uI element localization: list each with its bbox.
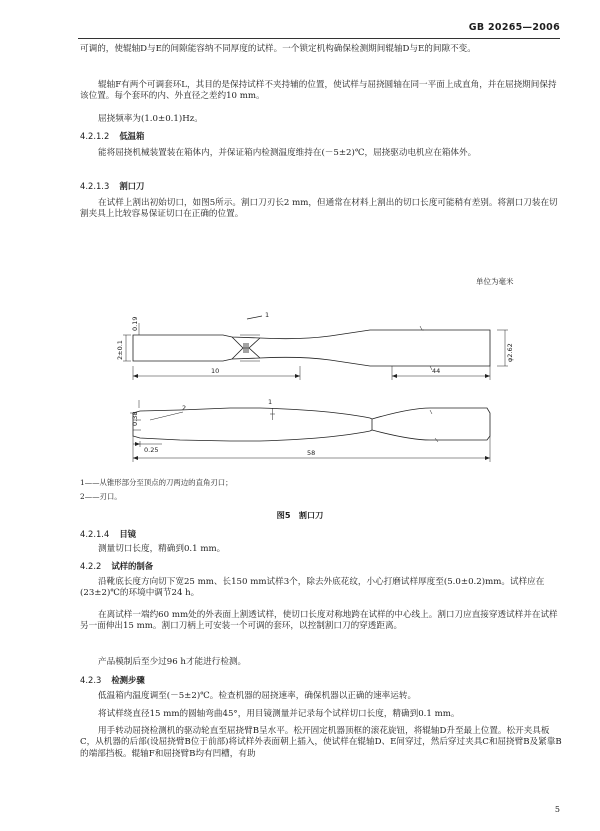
paragraph-chamber-temp: 低温箱内温度调至(－5±2)℃。检查机器的屈挠速率，确保机器以正确的速率运转。 (98, 691, 417, 701)
dim-0-19: 0.19 (131, 316, 139, 331)
heading-number: 4.2.3 (80, 675, 102, 685)
heading-4-2-3 (80, 675, 145, 686)
dim-2mm: 2±0.1 (116, 340, 124, 360)
figure-legend-1: 1——从锥形部分至顶点的刀两边的直角刃口； (80, 478, 233, 487)
paragraph-cutting-knife: 在试样上割出初始切口，如图5所示。割口刀刃长2 mm，但通常在材料上割出的切口长度可能稍有差别。将割口刀装在切割夹具上比较容易保证切口在正确的位置。 (80, 198, 558, 220)
heading-title: 低温箱 (119, 131, 145, 141)
paragraph-specimen-slit: 在离试样一端约60 mm处的外表面上割透试样，使切口长度对称地跨在试样的中心线上。割口刀应直接穿透试样并在试样另一面伸出15 mm。割口刀柄上可安装一个可调的套环，以控制割口刀的穿透距离。 (80, 610, 558, 632)
heading-title: 检测步骤 (111, 675, 145, 685)
heading-number: 4.2.2 (80, 561, 102, 571)
heading-number: 4.2.1.2 (80, 131, 110, 141)
paragraph-eyepiece: 测量切口长度，精确到0.1 mm。 (98, 544, 226, 554)
bottom-callout-1: 1 (268, 398, 273, 406)
dim-44: 44 (432, 367, 441, 375)
paragraph-flex-frequency: 屈挠频率为(1.0±0.1)Hz。 (98, 114, 203, 124)
paragraph-roller-f-collars: 辊轴F有两个可调套环L，其目的是保持试样不夹持辅的位置，使试样与屈挠圆轴在同一平面上成直角，并在屈挠期间保持该位置。每个套环的内、外直径之差约10 mm。 (80, 80, 557, 102)
dim-0-25: 0.25 (144, 446, 159, 454)
dim-0-38: 0.38 (131, 411, 139, 426)
figure-legend-2: 2——刃口。 (80, 492, 122, 501)
paragraph-bend-measure: 将试样绕直径15 mm的圆轴弯曲45°，用目镜测量并记录每个试样切口长度，精确到0.1 mm。 (98, 709, 460, 719)
figure-unit-label: 单位为毫米 (476, 277, 514, 286)
figure-caption: 图5 割口刀 (276, 510, 324, 520)
dim-58: 58 (307, 449, 316, 457)
paragraph-specimen-cut: 沿靴底长度方向切下宽25 mm、长150 mm试样3个，除去外底花纹，小心打磨试样厚度至(5.0±0.2)mm。试样应在(23±2)℃的环境中调节24 h。 (80, 577, 545, 599)
header-rule (78, 38, 560, 39)
top-callout-1: 1 (265, 311, 270, 319)
paragraph-procedure: 用手转动屈挠检测机的驱动轮直至屈挠臂B呈水平。松开固定机器顶框的滚花旋钮，将辊轴D升至最上位置。松开夹具板C，从机器的后部(设屈挠臂B位于前部)将试样外表面朝上插入，使试样在辊轴D、E间穿过，然后穿过夹具C和屈挠臂B及紧靠B的端部挡板。辊轴F和屈挠臂B均有凹槽，有助 (80, 726, 562, 759)
cutting-knife-figure (0, 290, 600, 475)
paragraph-cold-box: 能将屈挠机械装置装在箱体内，并保证箱内检测温度维持在(－5±2)℃，屈挠驱动电机应在箱体外。 (98, 148, 477, 158)
heading-number: 4.2.1.4 (80, 529, 110, 539)
heading-title: 目镜 (119, 529, 137, 539)
heading-title: 试样的制备 (111, 561, 154, 571)
standard-number-header: GB 20265—2006 (468, 22, 560, 33)
dim-diameter: φ2.62 (506, 343, 514, 362)
page-number: 5 (554, 805, 560, 814)
bottom-callout-2: 2 (182, 404, 187, 412)
heading-4-2-1-2 (80, 131, 144, 142)
heading-number: 4.2.1.3 (80, 181, 110, 191)
dim-10: 10 (211, 367, 220, 375)
heading-title: 割口刀 (119, 181, 145, 191)
paragraph-roller-gap: 可调的，使辊轴D与E的间隙能容纳不同厚度的试样。一个锁定机构确保检测期间辊轴D与E的间隙不变。 (80, 44, 476, 54)
heading-4-2-2 (80, 561, 153, 572)
heading-4-2-1-4 (80, 529, 136, 540)
paragraph-aging-time: 产品模制后至少过96 h才能进行检测。 (98, 657, 247, 667)
heading-4-2-1-3 (80, 181, 144, 192)
